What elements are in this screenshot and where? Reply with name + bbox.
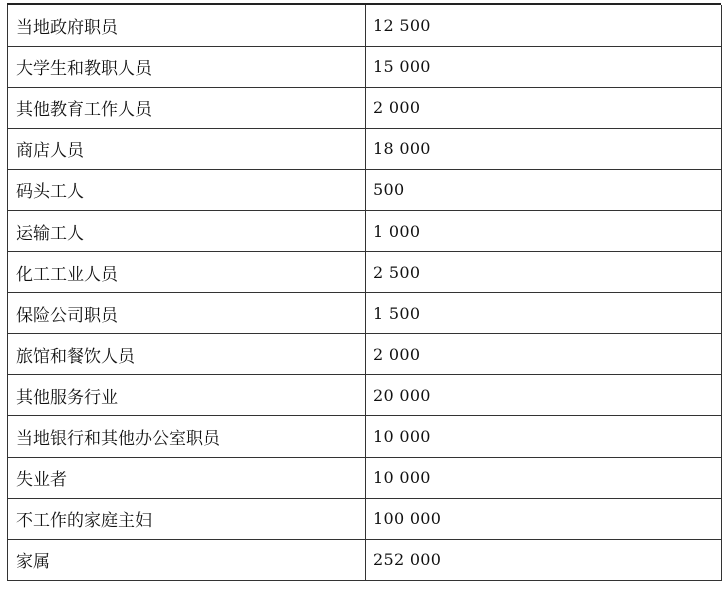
count-cell: 2 500 (366, 252, 722, 293)
occupation-cell: 家属 (8, 539, 366, 580)
occupation-cell: 运输工人 (8, 210, 366, 251)
table-row (8, 252, 722, 293)
count-cell: 500 (366, 169, 722, 210)
occupation-cell: 不工作的家庭主妇 (8, 498, 366, 539)
occupation-cell: 化工工业人员 (8, 252, 366, 293)
count-cell: 2 000 (366, 87, 722, 128)
count-cell: 1 500 (366, 293, 722, 334)
table-row (8, 416, 722, 457)
count-cell: 1 000 (366, 210, 722, 251)
occupation-cell: 保险公司职员 (8, 293, 366, 334)
occupation-cell: 失业者 (8, 457, 366, 498)
occupation-cell: 码头工人 (8, 169, 366, 210)
count-cell: 20 000 (366, 375, 722, 416)
table-row (8, 46, 722, 87)
count-cell: 15 000 (366, 46, 722, 87)
table-row (8, 457, 722, 498)
table-row (8, 498, 722, 539)
table-row (8, 169, 722, 210)
occupation-cell: 大学生和教职人员 (8, 46, 366, 87)
table-row (8, 5, 722, 46)
count-cell: 100 000 (366, 498, 722, 539)
occupation-table (7, 5, 722, 581)
table-row (8, 128, 722, 169)
count-cell: 10 000 (366, 416, 722, 457)
count-cell: 252 000 (366, 539, 722, 580)
table-row (8, 293, 722, 334)
table-row (8, 210, 722, 251)
occupation-cell: 当地政府职员 (8, 5, 366, 46)
occupation-table-container (7, 3, 721, 581)
occupation-cell: 其他服务行业 (8, 375, 366, 416)
occupation-cell: 其他教育工作人员 (8, 87, 366, 128)
count-cell: 2 000 (366, 334, 722, 375)
count-cell: 12 500 (366, 5, 722, 46)
occupation-cell: 商店人员 (8, 128, 366, 169)
table-row (8, 87, 722, 128)
table-row (8, 334, 722, 375)
table-body (8, 5, 722, 580)
occupation-cell: 旅馆和餐饮人员 (8, 334, 366, 375)
table-row (8, 375, 722, 416)
occupation-cell: 当地银行和其他办公室职员 (8, 416, 366, 457)
table-row (8, 539, 722, 580)
count-cell: 10 000 (366, 457, 722, 498)
count-cell: 18 000 (366, 128, 722, 169)
